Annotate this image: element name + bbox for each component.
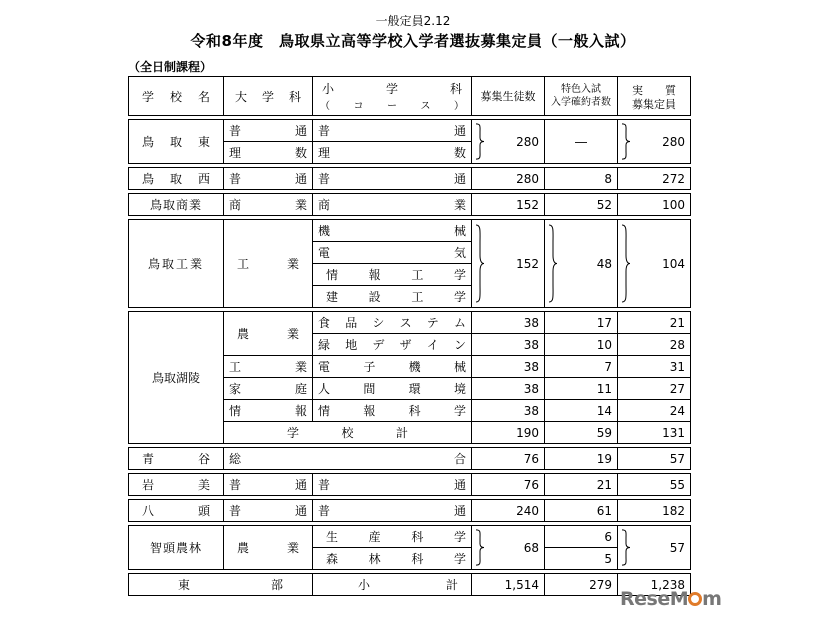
minor-cell: 普 通 [313, 120, 472, 142]
special-cell: 17 [545, 312, 618, 334]
major-cell: 普 通 [224, 500, 313, 522]
special-cell: 6 [545, 526, 618, 548]
net-cell: 55 [618, 474, 691, 496]
brace-icon [475, 123, 485, 160]
net-cell: 1,238 [618, 574, 691, 596]
minor-cell: 普 通 [313, 168, 472, 190]
brace-icon [621, 529, 631, 566]
net-cell: 57 [618, 526, 691, 570]
brace-icon [475, 223, 485, 304]
brace-icon [548, 223, 558, 304]
net-cell: 182 [618, 500, 691, 522]
net-cell: 31 [618, 356, 691, 378]
school-name-cell: 智頭農林 [129, 526, 224, 570]
major-cell: 農 業 [224, 312, 313, 356]
region-label: 東 部 [129, 574, 313, 596]
special-cell: 10 [545, 334, 618, 356]
document-note: 一般定員2.12 [375, 14, 451, 28]
special-cell: 19 [545, 448, 618, 470]
special-cell: 279 [545, 574, 618, 596]
minor-cell: 電 気 [313, 242, 472, 264]
net-cell: 24 [618, 400, 691, 422]
table-row [129, 120, 691, 142]
table-row [129, 168, 691, 190]
special-cell: 8 [545, 168, 618, 190]
school-name-cell: 鳥取工業 [129, 220, 224, 308]
capacity-cell: 152 [472, 220, 545, 308]
header-row [129, 77, 691, 116]
minor-cell: 食 品 シ ス テ ム [313, 312, 472, 334]
special-cell: 52 [545, 194, 618, 216]
special-cell: ― [545, 120, 618, 164]
major-cell: 総 合 [224, 448, 472, 470]
capacity-cell: 1,514 [472, 574, 545, 596]
capacity-cell: 38 [472, 334, 545, 356]
document-title: 令和8年度 鳥取県立高等学校入学者選抜募集定員（一般入試） [190, 32, 636, 50]
minor-cell: 普 通 [313, 500, 472, 522]
minor-cell: 理 数 [313, 142, 472, 164]
school-name-cell: 鳥 取 東 [129, 120, 224, 164]
school-name-cell: 鳥取湖陵 [129, 312, 224, 444]
capacity-cell: 280 [472, 168, 545, 190]
table-row [129, 312, 691, 334]
minor-cell: 人 間 環 境 [313, 378, 472, 400]
course-type-label: （全日制課程） [128, 60, 213, 74]
net-cell: 100 [618, 194, 691, 216]
special-cell: 7 [545, 356, 618, 378]
net-cell: 21 [618, 312, 691, 334]
minor-cell: 商 業 [313, 194, 472, 216]
admission-capacity-table [128, 76, 691, 596]
capacity-cell: 280 [472, 120, 545, 164]
minor-cell: 情 報 科 学 [313, 400, 472, 422]
resemom-logo: ReseM m [620, 588, 722, 610]
header-minor-course: 小 学 科 （ コ ー ス ） [313, 77, 472, 116]
minor-cell: 普 通 [313, 474, 472, 496]
table-row [129, 194, 691, 216]
net-cell: 131 [618, 422, 691, 444]
special-cell: 48 [545, 220, 618, 308]
capacity-cell: 38 [472, 378, 545, 400]
table-row [129, 526, 691, 548]
capacity-cell: 76 [472, 474, 545, 496]
capacity-cell: 38 [472, 356, 545, 378]
net-cell: 27 [618, 378, 691, 400]
school-name-cell: 鳥取商業 [129, 194, 224, 216]
capacity-cell: 38 [472, 312, 545, 334]
header-net-capacity: 実 質 募集定員 [618, 77, 691, 116]
net-cell: 57 [618, 448, 691, 470]
major-cell: 工 業 [224, 220, 313, 308]
table-row [129, 220, 691, 242]
school-name-cell: 八 頭 [129, 500, 224, 522]
table-row [129, 474, 691, 496]
logo-o-mark [688, 592, 702, 606]
minor-cell: 情 報 工 学 [313, 264, 472, 286]
header-major: 大 学 科 [224, 77, 313, 116]
major-cell: 普 通 [224, 120, 313, 142]
header-special-admission: 特色入試 入学確約者数 [545, 77, 618, 116]
school-name-cell: 鳥 取 西 [129, 168, 224, 190]
special-cell: 61 [545, 500, 618, 522]
special-cell: 11 [545, 378, 618, 400]
brace-icon [621, 123, 631, 160]
table-row [129, 500, 691, 522]
minor-cell: 建 設 工 学 [313, 286, 472, 308]
brace-icon [475, 529, 485, 566]
capacity-cell: 152 [472, 194, 545, 216]
major-cell: 農 業 [224, 526, 313, 570]
capacity-cell: 190 [472, 422, 545, 444]
school-total-label: 学 校 計 [224, 422, 472, 444]
minor-cell: 機 械 [313, 220, 472, 242]
capacity-cell: 240 [472, 500, 545, 522]
capacity-cell: 68 [472, 526, 545, 570]
special-cell: 5 [545, 548, 618, 570]
brace-icon [621, 223, 631, 304]
school-name-cell: 岩 美 [129, 474, 224, 496]
major-cell: 商 業 [224, 194, 313, 216]
special-cell: 21 [545, 474, 618, 496]
capacity-cell: 38 [472, 400, 545, 422]
school-name-cell: 青 谷 [129, 448, 224, 470]
major-cell: 工 業 [224, 356, 313, 378]
net-cell: 28 [618, 334, 691, 356]
subtotal-label: 小 計 [313, 574, 472, 596]
subtotal-row [129, 574, 691, 596]
capacity-cell: 76 [472, 448, 545, 470]
minor-cell: 緑 地 デ ザ イ ン [313, 334, 472, 356]
net-cell: 280 [618, 120, 691, 164]
major-cell: 普 通 [224, 474, 313, 496]
minor-cell: 電 子 機 械 [313, 356, 472, 378]
table-row [129, 448, 691, 470]
special-cell: 59 [545, 422, 618, 444]
major-cell: 普 通 [224, 168, 313, 190]
special-cell: 14 [545, 400, 618, 422]
header-capacity: 募集生徒数 [472, 77, 545, 116]
major-cell: 家 庭 [224, 378, 313, 400]
major-cell: 情 報 [224, 400, 313, 422]
header-school-name: 学 校 名 [129, 77, 224, 116]
minor-cell: 森 林 科 学 [313, 548, 472, 570]
minor-cell: 生 産 科 学 [313, 526, 472, 548]
major-cell: 理 数 [224, 142, 313, 164]
net-cell: 272 [618, 168, 691, 190]
net-cell: 104 [618, 220, 691, 308]
